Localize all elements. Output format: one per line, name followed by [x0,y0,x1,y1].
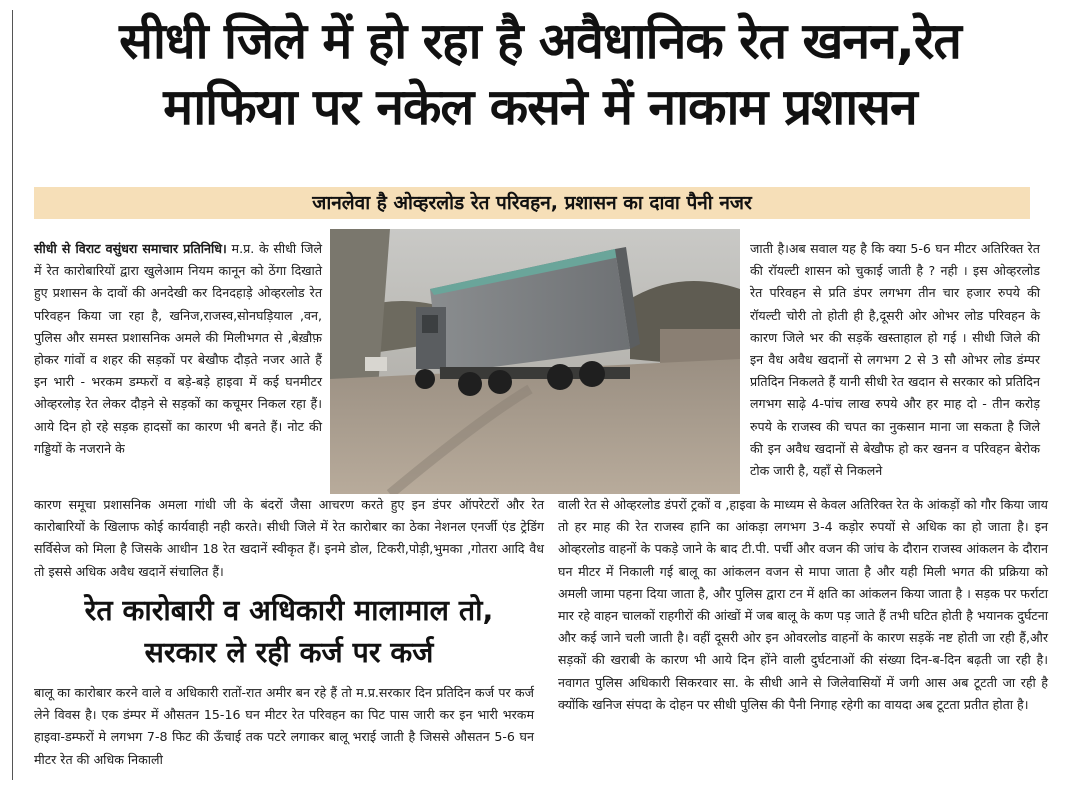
article-bottom-left: बालू का कारोबार करने वाले व अधिकारी रातों-रात अमीर बन रहे हैं तो म.प्र.सरकार दिन प्रतिदिन कर्ज पर कर्ज लेने विवस है। एक डंम्पर में औसतन 15-16 घन मीटर रेत परिवहन का पिट पास जारी कर इन भारी भरकम हाइवा-डम्फरों मे लगभग 7-8 फिट की ऊँचाई तक पटरे लगाकर बालू भराई जाती है जिससे औसतन 5-6 घन मीटर रेत की अधिक निकाली [34,685,534,767]
news-photo [330,229,740,494]
article-subhead [34,590,544,674]
headline-line-2: माफिया पर नकेल कसने में नाकाम प्रशासन [163,78,917,136]
article-wide-left: कारण समूचा प्रशासनिक अमला गांधी जी के बंदरों जैसा आचरण करते हुए इन डंपर ऑपरेटरों और रेत कारोबारियों के खिलाफ कोई कार्यवाही नही करते। सीधी जिले में रेत कारोबार का ठेका नेशनल एनर्जी एंड ट्रेडिंग सर्विसेज को मिला है जिसके आधीन 18 रेत खदानें स्वीकृत हैं। इनमे डोल, टिकरी,पोड़ी,भुमका ,गोतरा आदि वैध तो इससे अधिक अवैध खदानें संचालित हैं। [34,497,544,579]
left-border-rule [12,10,13,780]
headline [10,8,1070,140]
subhead-line-2: सरकार ले रही कर्ज पर कर्ज [144,636,434,669]
truck-photo-illustration [330,229,740,494]
article-column-3: जाती है।अब सवाल यह है कि क्या 5-6 घन मीटर अतिरिक्त रेत की रॉयल्टी शासन को चुकाई जाती है ? नही । इस ओव्हरलोड रेत परिवहन से प्रति डंपर लगभग तीन चार हजार रुपये की रॉयल्टी चोरी तो होती ही है,दूसरी ओर ओभर लोड परिवहन के कारण जिले भर की सड़कें खस्ताहाल हो गई । सीधी जिले की इन वैध अवैध खदानों से लगभग 2 से 3 सौ ओभर लोड डंम्पर प्रतिदिन निकलते हैं यानी सीधी रेत खदान से सरकार को प्रतिदिन लगभग साढ़े 4-पांच लाख रुपये और हर माह दो - तीन करोड़ रुपये के राजस्व की चपत का नुकसान माना जा सकता है जिले की इन अवैध खदानों से बेखौफ हो कर खनन व परिवहन बेरोक टोक जारी है, यहाँ से निकलने [750,241,1040,479]
article-col1-text: म.प्र. के सीधी जिले में रेत कारोबारियों द्वारा खुलेआम नियम कानून को ठेंगा दिखाते हुए प्रशासन के दावों की अनदेखी कर दिनदहाड़े ओव्हरलोड रेत परिवहन किया जा रहा है, खनिज,राजस्व,सोनघड़ियाल ,वन, पुलिस और समस्त प्रशासनिक अमले की मिलीभगत से ,बेख़ौफ़ होकर गांवों व शहर की सड़कों पर बेखौफ दौड़ते नजर आते हैं इन भारी - भरकम डम्फरों व बड़े-बड़े हाइवा में कई घनमीटर ओव्हरलोड़ रेत लेकर दौड़ने से सड़कों का कचूमर निकल रहा हैं। आये दिन हो रहे सड़क हादसों का कारण भी बनते हैं। नोट की गड्डियों के नजराने के [34,241,322,456]
article-column-1 [34,238,322,460]
article-dateline: सीधी से विराट वसुंधरा समाचार प्रतिनिधि। [34,241,227,256]
subheadline-bar: जानलेवा है ओव्हरलोड रेत परिवहन, प्रशासन का दावा पैनी नजर [34,187,1030,219]
article-wide-right: वाली रेत से ओव्हरलोड डंपरों ट्रकों व ,हाइवा के माध्यम से केवल अतिरिक्त रेत के आंकड़ों को गौर किया जाय तो हर माह की रेत राजस्व हानि का आंकड़ा लगभग 3-4 कड़ोर रुपयों से अधिक का हो जाता है। इन ओव्हरलोड वाहनों के पकड़े जाने के बाद टी.पी. पर्ची और वजन की जांच के दौरान राजस्व आंकलन के दौरान घन मीटर में निकाली गई बालू का आंकलन वजन से मापा जाता है और यही मिली भगत की प्रक्रिया को अमली जामा पहना दिया जाता है, और पुलिस द्वारा टन में क्षति का आंकलन किया जाता है । सड़क पर फर्राटा मार रहे वाहन चालकों राहगीरों की आंखों में जब बालू के कण पड़ जाते हैं तभी घटित होती है भयानक दुर्घटना और कई जाने चली जाती है। वहीं दूसरी ओर इन ओवरलोड वाहनों के कारण सड़कें नष्ट होती जा रही हैं,और सड़कों की खराबी के कारण भी आये दिन होंने वाली दुर्घटनाओं की संख्या दिन-ब-दिन बढ़ती जा रही है। नवागत पुलिस अधिकारी सिकरवार सा. के सीधी आने से जिलेवासियों में जगी आस अब टूटती जा रही है क्योंकि खनिज संपदा के दोहन पर सीधी पुलिस की पैनी निगाह रहेगी का वायदा अब टूटता प्रतीत होता है। [558,497,1048,712]
subhead-line-1: रेत कारोबारी व अधिकारी मालामाल तो, [84,594,494,627]
headline-line-1: सीधी जिले में हो रहा है अवैधानिक रेत खनन,रेत [119,12,961,70]
